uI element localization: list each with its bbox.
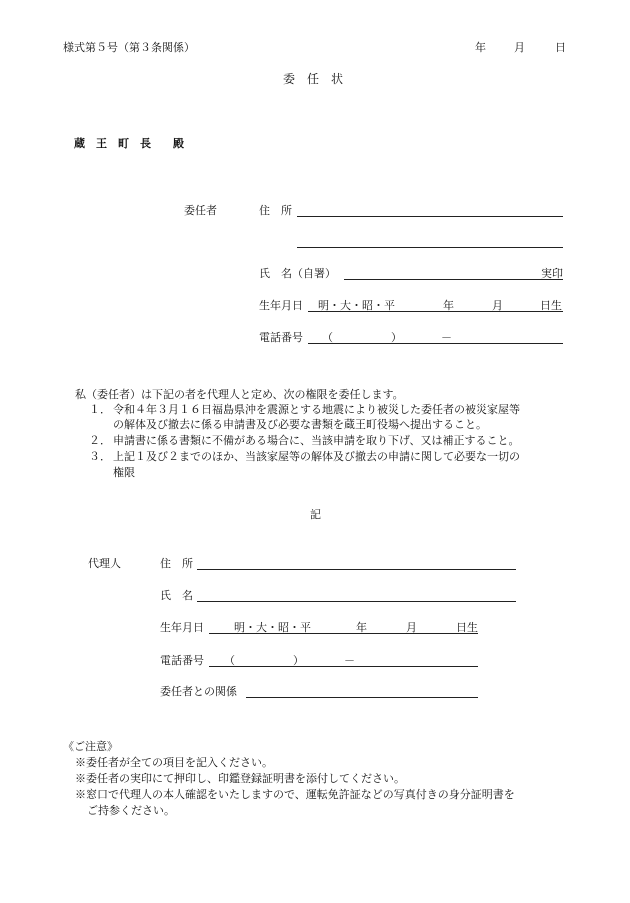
agent-birth-year: 年	[356, 621, 367, 634]
principal-phone-dash: －	[441, 331, 452, 344]
agent-birth-label: 生年月日	[160, 621, 204, 634]
delegation-item-3-line-1: 上記１及び２までのほか、当該家屋等の解体及び撤去の申請に関して必要な一切の	[113, 450, 520, 463]
delegation-intro: 私（委任者）は下記の者を代理人と定め、次の権限を委任します。	[75, 388, 404, 401]
principal-birth-day: 日生	[540, 299, 562, 312]
date-year-label: 年	[475, 41, 486, 54]
delegation-item-2-num: ２．	[89, 434, 111, 447]
notes-item-1: ※委任者が全ての項目を記入ください。	[75, 756, 273, 769]
agent-relation-label: 委任者との関係	[160, 685, 237, 698]
agent-phone-dash: －	[344, 654, 355, 667]
principal-phone-line[interactable]	[308, 343, 563, 344]
agent-label: 代理人	[88, 557, 121, 570]
principal-phone-open: （	[322, 331, 333, 344]
agent-birth-era: 明・大・昭・平	[234, 621, 311, 634]
agent-birth-month: 月	[406, 621, 417, 634]
delegation-item-2-line-1: 申請書に係る書類に不備がある場合に、当該申請を取り下げ、又は補正すること。	[113, 434, 520, 447]
agent-phone-close: ）	[293, 654, 304, 667]
principal-label: 委任者	[184, 204, 217, 217]
agent-birth-day: 日生	[456, 621, 478, 634]
form-number: 様式第５号（第３条関係）	[63, 41, 195, 54]
agent-phone-open: （	[224, 654, 235, 667]
principal-name-line[interactable]	[344, 279, 563, 280]
agent-relation-line[interactable]	[246, 697, 478, 698]
date-day-label: 日	[555, 41, 566, 54]
principal-name-label: 氏 名（自署）	[259, 267, 336, 280]
principal-phone-close: ）	[391, 331, 402, 344]
principal-address-line-1[interactable]	[297, 216, 563, 217]
notes-item-2: ※委任者の実印にて押印し、印鑑登録証明書を添付してください。	[75, 772, 405, 785]
agent-address-line[interactable]	[197, 569, 516, 570]
notes-heading: 《ご注意》	[63, 740, 118, 753]
principal-birth-era: 明・大・昭・平	[318, 299, 395, 312]
delegation-item-1-num: １．	[89, 403, 111, 416]
ki-label: 記	[310, 508, 321, 521]
document-title: 委 任 状	[283, 72, 344, 86]
principal-seal-label: 実印	[541, 267, 563, 280]
agent-address-label: 住 所	[160, 557, 193, 570]
principal-birth-label: 生年月日	[259, 299, 303, 312]
agent-phone-label: 電話番号	[160, 654, 204, 667]
addressee: 蔵 王 町 長 殿	[74, 137, 184, 150]
principal-birth-month: 月	[492, 299, 503, 312]
agent-name-label: 氏 名	[160, 589, 193, 602]
delegation-item-3-line-2: 権限	[113, 466, 135, 479]
principal-address-line-2[interactable]	[297, 247, 563, 248]
agent-name-line[interactable]	[197, 601, 516, 602]
notes-item-3: ※窓口で代理人の本人確認をいたしますので、運転免許証などの写真付きの身分証明書を	[75, 788, 515, 801]
delegation-item-1-line-2: の解体及び撤去に係る申請書及び必要な書類を蔵王町役場へ提出すること。	[113, 418, 487, 431]
delegation-item-1-line-1: 令和４年３月１６日福島県沖を震源とする地震により被災した委任者の被災家屋等	[113, 403, 520, 416]
delegation-item-3-num: ３．	[89, 450, 111, 463]
notes-item-3-continuation: ご持参ください。	[87, 804, 175, 817]
principal-birth-year: 年	[443, 299, 454, 312]
principal-phone-label: 電話番号	[259, 331, 303, 344]
principal-address-label: 住 所	[259, 204, 292, 217]
date-month-label: 月	[514, 41, 525, 54]
